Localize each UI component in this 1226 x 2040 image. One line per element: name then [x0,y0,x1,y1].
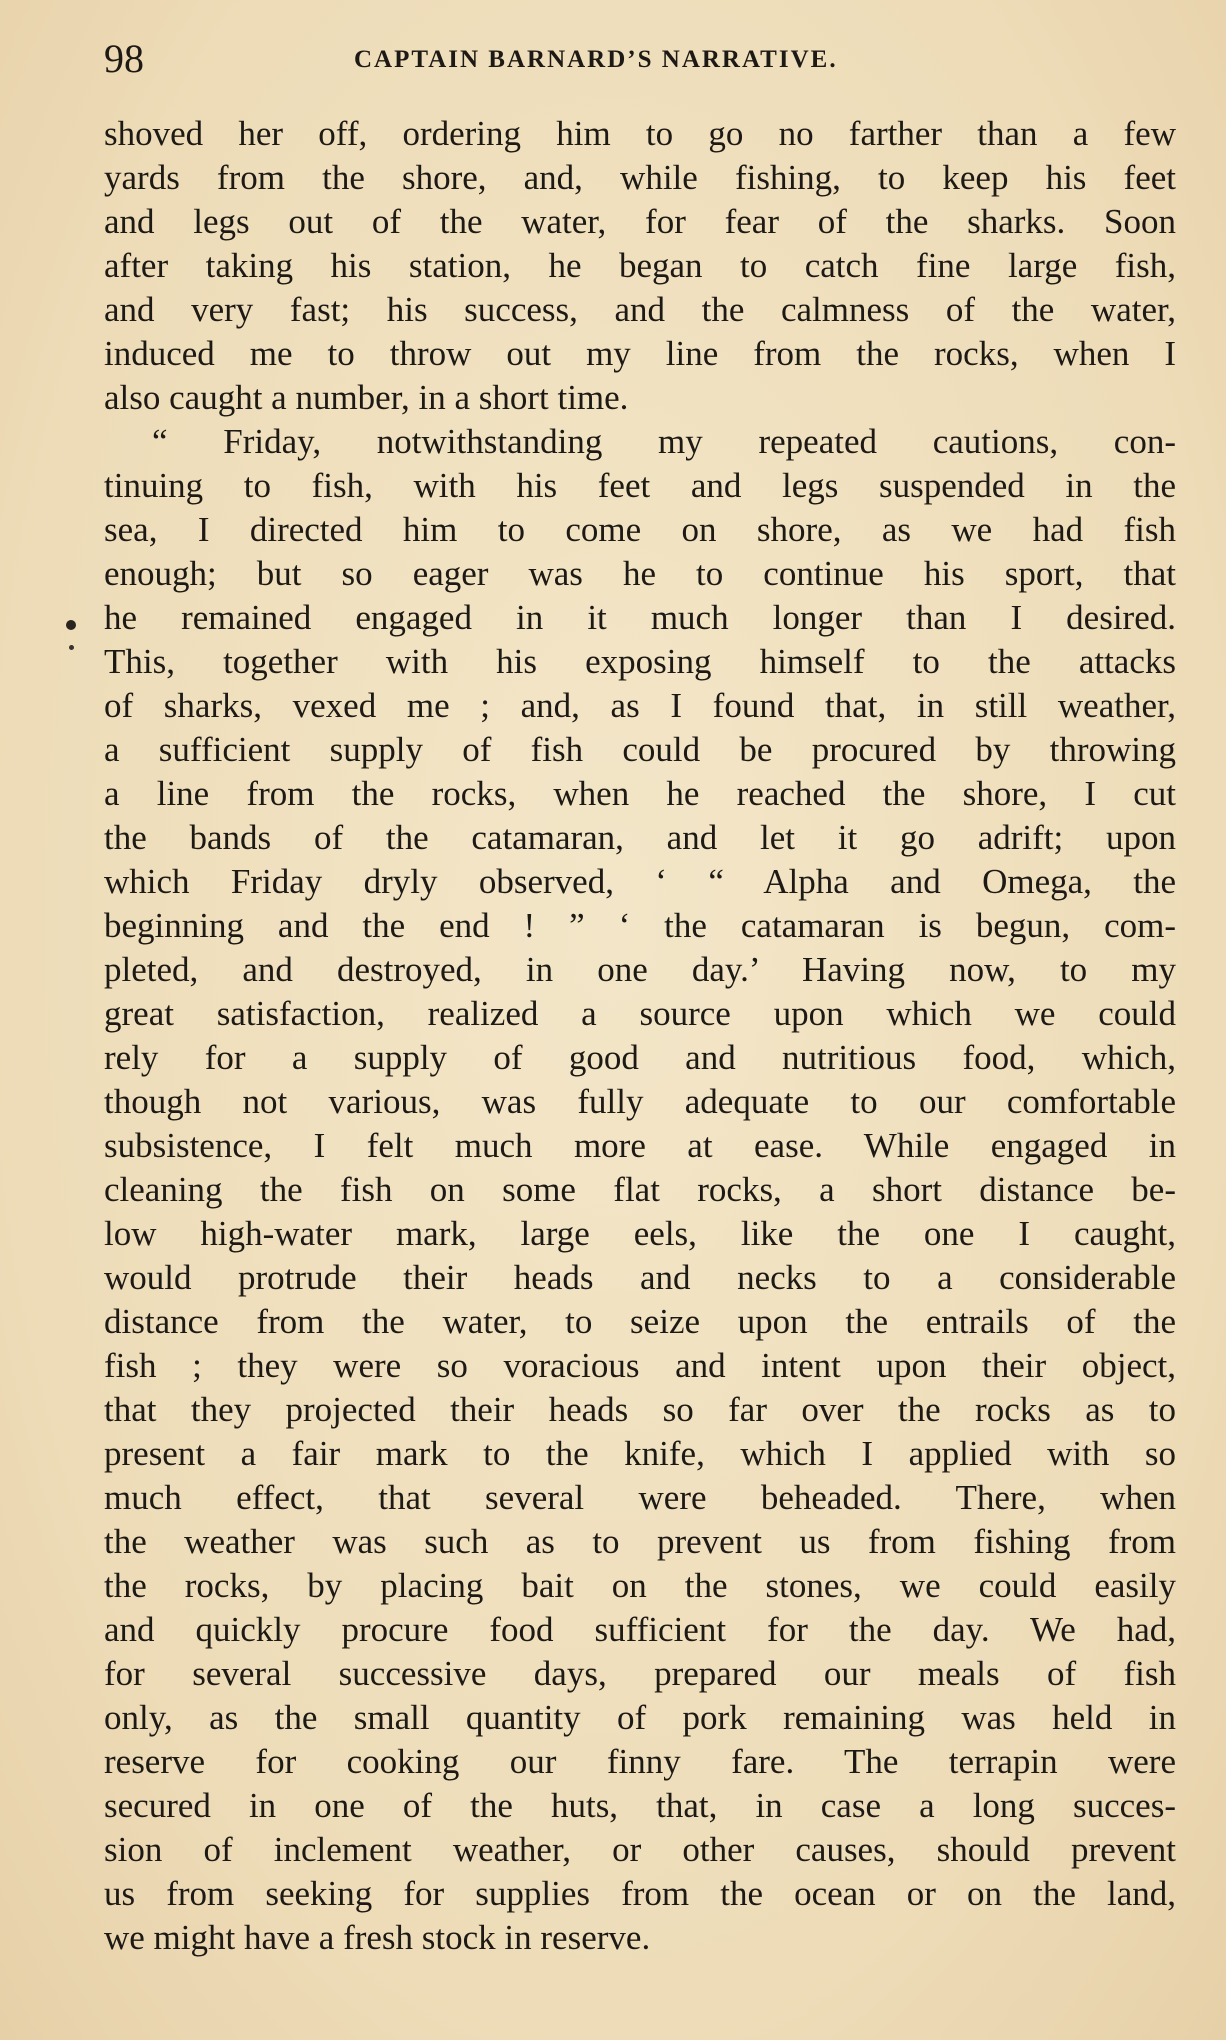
text-line: and very fast; his success, and the calmness of the water, [104,290,1176,329]
text-line: fish ; they were so voracious and intent upon their object, [104,1346,1176,1385]
text-line: present a fair mark to the knife, which I applied with so [104,1434,1176,1473]
text-line: for several successive days, prepared our meals of fish [104,1654,1176,1693]
text-line: the rocks, by placing bait on the stones, we could easily [104,1566,1176,1605]
text-line: the weather was such as to prevent us from fishing from [104,1522,1176,1561]
text-line: that they projected their heads so far over the rocks as to [104,1390,1176,1429]
text-line: us from seeking for supplies from the ocean or on the land, [104,1874,1176,1913]
text-line: induced me to throw out my line from the rocks, when I [104,334,1176,373]
margin-small-dot-mark [69,645,74,650]
text-line: he remained engaged in it much longer than I desired. [104,598,1176,637]
text-line: great satisfaction, realized a source upon which we could [104,994,1176,1033]
text-line: “ Friday, notwithstanding my repeated cautions, con- [152,422,1176,461]
text-line: beginning and the end ! ” ‘ the catamaran is begun, com- [104,906,1176,945]
margin-dot-mark [66,620,76,630]
text-line: This, together with his exposing himself to the attacks [104,642,1176,681]
text-line: rely for a supply of good and nutritious food, which, [104,1038,1176,1077]
page-number: 98 [104,36,144,81]
text-line: after taking his station, he began to catch fine large fish, [104,246,1176,285]
text-line: shoved her off, ordering him to go no farther than a few [104,114,1176,153]
text-line: would protrude their heads and necks to a considerable [104,1258,1176,1297]
text-line: pleted, and destroyed, in one day.’ Having now, to my [104,950,1176,989]
text-line: cleaning the fish on some flat rocks, a short distance be- [104,1170,1176,1209]
text-line: distance from the water, to seize upon the entrails of the [104,1302,1176,1341]
text-line: yards from the shore, and, while fishing, to keep his feet [104,158,1176,197]
page-header [104,34,1176,84]
text-line: a sufficient supply of fish could be procured by throwing [104,730,1176,769]
text-line: tinuing to fish, with his feet and legs suspended in the [104,466,1176,505]
text-line: secured in one of the huts, that, in case a long succes- [104,1786,1176,1825]
text-line: only, as the small quantity of pork remaining was held in [104,1698,1176,1737]
text-line: low high-water mark, large eels, like the one I caught, [104,1214,1176,1253]
text-line: also caught a number, in a short time. [104,378,629,417]
text-line: enough; but so eager was he to continue his sport, that [104,554,1176,593]
text-line: we might have a fresh stock in reserve. [104,1918,651,1957]
text-line: a line from the rocks, when he reached the shore, I cut [104,774,1176,813]
text-line: though not various, was fully adequate to our comfortable [104,1082,1176,1121]
text-line: reserve for cooking our finny fare. The terrapin were [104,1742,1176,1781]
text-line: sion of inclement weather, or other causes, should prevent [104,1830,1176,1869]
text-line: the bands of the catamaran, and let it go adrift; upon [104,818,1176,857]
text-line: of sharks, vexed me ; and, as I found that, in still weather, [104,686,1176,725]
text-line: which Friday dryly observed, ‘ “ Alpha and Omega, the [104,862,1176,901]
running-head: CAPTAIN BARNARD’S NARRATIVE. [354,46,838,73]
text-line: and quickly procure food sufficient for the day. We had, [104,1610,1176,1649]
body-text [104,112,1176,1960]
text-line: subsistence, I felt much more at ease. While engaged in [104,1126,1176,1165]
text-line: sea, I directed him to come on shore, as we had fish [104,510,1176,549]
text-line: and legs out of the water, for fear of the sharks. Soon [104,202,1176,241]
text-line: much effect, that several were beheaded. There, when [104,1478,1176,1517]
